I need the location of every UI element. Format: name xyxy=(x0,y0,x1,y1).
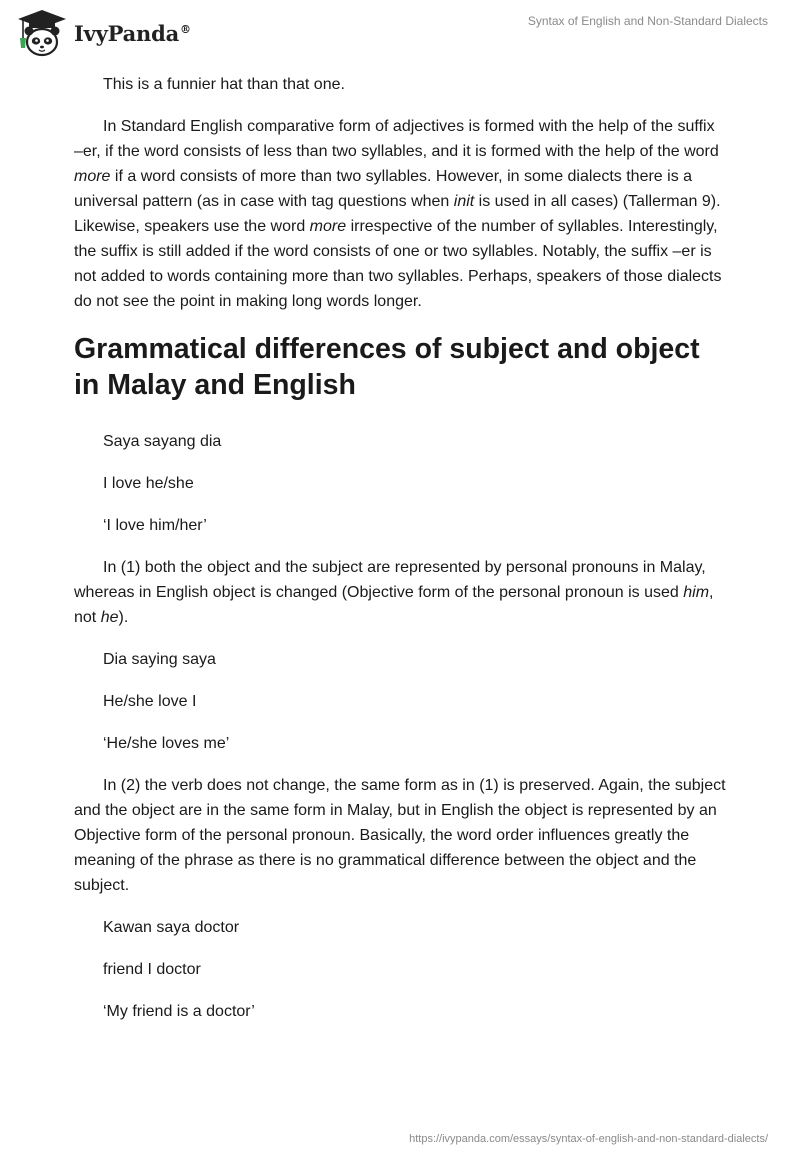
panda-graduate-icon xyxy=(14,8,70,58)
emphasis-he: he xyxy=(100,609,119,626)
emphasis-more: more xyxy=(309,218,347,235)
paragraph-example-1: In (1) both the object and the subject are represented by personal pronouns in Malay, whereas in English object is changed (Objective form of the personal pronoun is used him, not he). xyxy=(74,559,714,626)
example-1-gloss: I love he/she xyxy=(103,475,194,492)
ivypanda-logo[interactable] xyxy=(14,8,191,58)
example-1-malay: Saya sayang dia xyxy=(103,433,222,450)
emphasis-init: init xyxy=(453,193,475,210)
example-1-translation: ‘I love him/her’ xyxy=(103,517,207,534)
section-heading: Grammatical differences of subject and object in Malay and English xyxy=(74,333,700,401)
example-3-gloss: friend I doctor xyxy=(103,961,201,978)
page-header xyxy=(0,0,800,62)
emphasis-him: him xyxy=(683,584,710,601)
example-2-translation: ‘He/she loves me’ xyxy=(103,735,230,752)
example-2-gloss: He/she love I xyxy=(103,693,197,710)
paragraph-example-2: In (2) the verb does not change, the same form as in (1) is preserved. Again, the subject and the object are in the same form in Malay, but in English the object is represented by an Objective form of the personal pronoun. Basically, the word order influences greatly the meaning of the phrase as there is no grammatical difference between the object and the subject. xyxy=(74,777,726,894)
document-title: Syntax of English and Non-Standard Dialects xyxy=(527,14,768,28)
paragraph-comparative: In Standard English comparative form of adjectives is formed with the help of the suffix –er, if the word consists of less than two syllables, and it is formed with the help of the word more if a word consists of more than two syllables. However, in some dialects there is a universal pattern (as in case with tag questions when init is used in all cases) (Tallerman 9). Likewise, speakers use the word more irrespective of the number of syllables. Interestingly, the suffix is still added if the word consists of one or two syllables. Notably, the suffix –er is not added to words containing more than two syllables. Perhaps, speakers of those dialects do not see the point in making long words longer. xyxy=(74,118,722,310)
example-2-malay: Dia saying saya xyxy=(103,651,216,668)
emphasis-more: more xyxy=(74,168,111,185)
source-url[interactable]: https://ivypanda.com/essays/syntax-of-english-and-non-standard-dialects/ xyxy=(409,1133,768,1145)
essay-content xyxy=(74,72,726,1041)
paragraph-hat-example: This is a funnier hat than that one. xyxy=(103,76,345,93)
example-3-malay: Kawan saya doctor xyxy=(103,919,240,936)
example-3-translation: ‘My friend is a doctor’ xyxy=(103,1003,255,1020)
brand-name: IvyPanda® xyxy=(74,20,191,46)
